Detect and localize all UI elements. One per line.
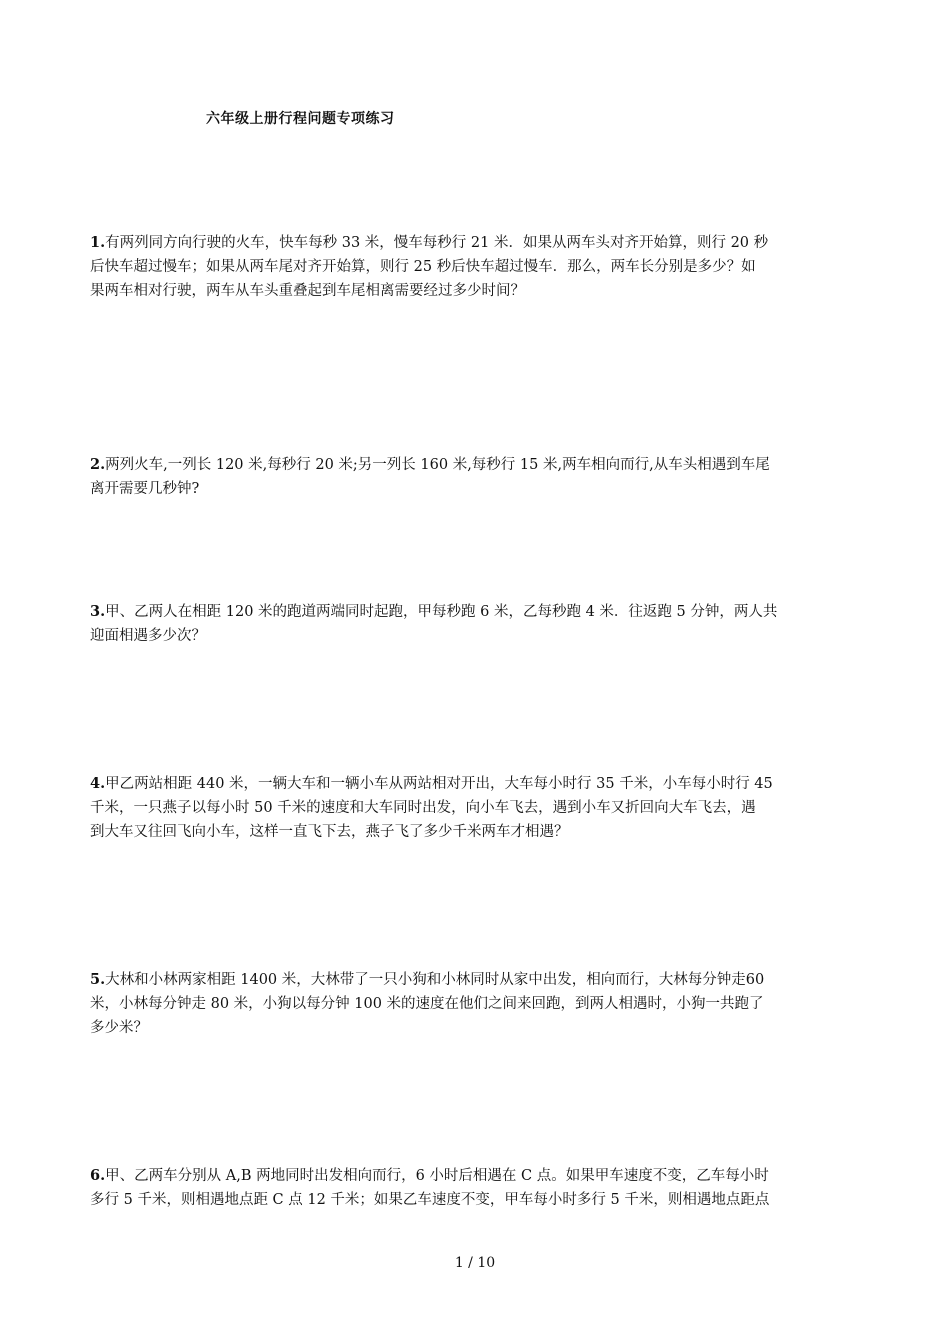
problem-line: 到大车又往回飞向小车，这样一直飞下去，燕子飞了多少千米两车才相遇？ [90, 824, 569, 840]
problem-number: 6. [90, 1167, 106, 1184]
problem-6 [90, 1164, 862, 1212]
problem-number: 2. [90, 456, 106, 473]
problem-line: 多行 5 千米，则相遇地点距 C 点 12 千米；如果乙车速度不变，甲车每小时多行 5 千米，则相遇地点距点 [90, 1192, 770, 1208]
problem-1 [90, 231, 862, 303]
problem-line: 千米，一只燕子以每小时 50 千米的速度和大车同时出发，向小车飞去，遇到小车又折回向大车飞去，遇 [90, 800, 756, 816]
problem-line: 1.有两列同方向行驶的火车，快车每秒 33 米，慢车每秒行 21 米．如果从两车头对齐开始算，则行 20 秒 [90, 234, 769, 251]
problem-line: 后快车超过慢车；如果从两车尾对齐开始算，则行 25 秒后快车超过慢车．那么，两车长分别是多少？如 [90, 259, 756, 275]
problem-line: 果两车相对行驶，两车从车头重叠起到车尾相离需要经过多少时间？ [90, 283, 525, 299]
page-indicator: 1 / 10 [454, 1255, 496, 1271]
problem-2 [90, 453, 862, 501]
problem-line: 迎面相遇多少次？ [90, 628, 206, 644]
problem-4 [90, 772, 862, 844]
problem-line: 米，小林每分钟走 80 米，小狗以每分钟 100 米的速度在他们之间来回跑，到两人相遇时，小狗一共跑了 [90, 996, 764, 1012]
problem-5 [90, 968, 862, 1040]
problem-line: 多少米？ [90, 1020, 148, 1036]
problem-line: 2.两列火车,一列长 120 米,每秒行 20 米;另一列长 160 米,每秒行 15 米,两车相向而行,从车头相遇到车尾 [90, 456, 770, 473]
problem-number: 1. [90, 234, 106, 251]
problem-number: 5. [90, 971, 106, 988]
problem-line: 6.甲、乙两车分别从 A,B 两地同时出发相向而行，6 小时后相遇在 C 点。如果甲车速度不变，乙车每小时 [90, 1167, 769, 1184]
problem-line: 4.甲乙两站相距 440 米，一辆大车和一辆小车从两站相对开出，大车每小时行 35 千米，小车每小时行 45 [90, 775, 773, 792]
problem-line: 3.甲、乙两人在相距 120 米的跑道两端同时起跑，甲每秒跑 6 米，乙每秒跑 4 米．往返跑 5 分钟，两人共 [90, 603, 778, 620]
problem-line: 5.大林和小林两家相距 1400 米，大林带了一只小狗和小林同时从家中出发，相向而行，大林每分钟走60 [90, 971, 765, 988]
document-title: 六年级上册行程问题专项练习 [206, 111, 395, 127]
problem-line: 离开需要几秒钟? [90, 481, 200, 497]
problem-number: 4. [90, 775, 106, 792]
problem-number: 3. [90, 603, 106, 620]
problem-3 [90, 600, 862, 648]
